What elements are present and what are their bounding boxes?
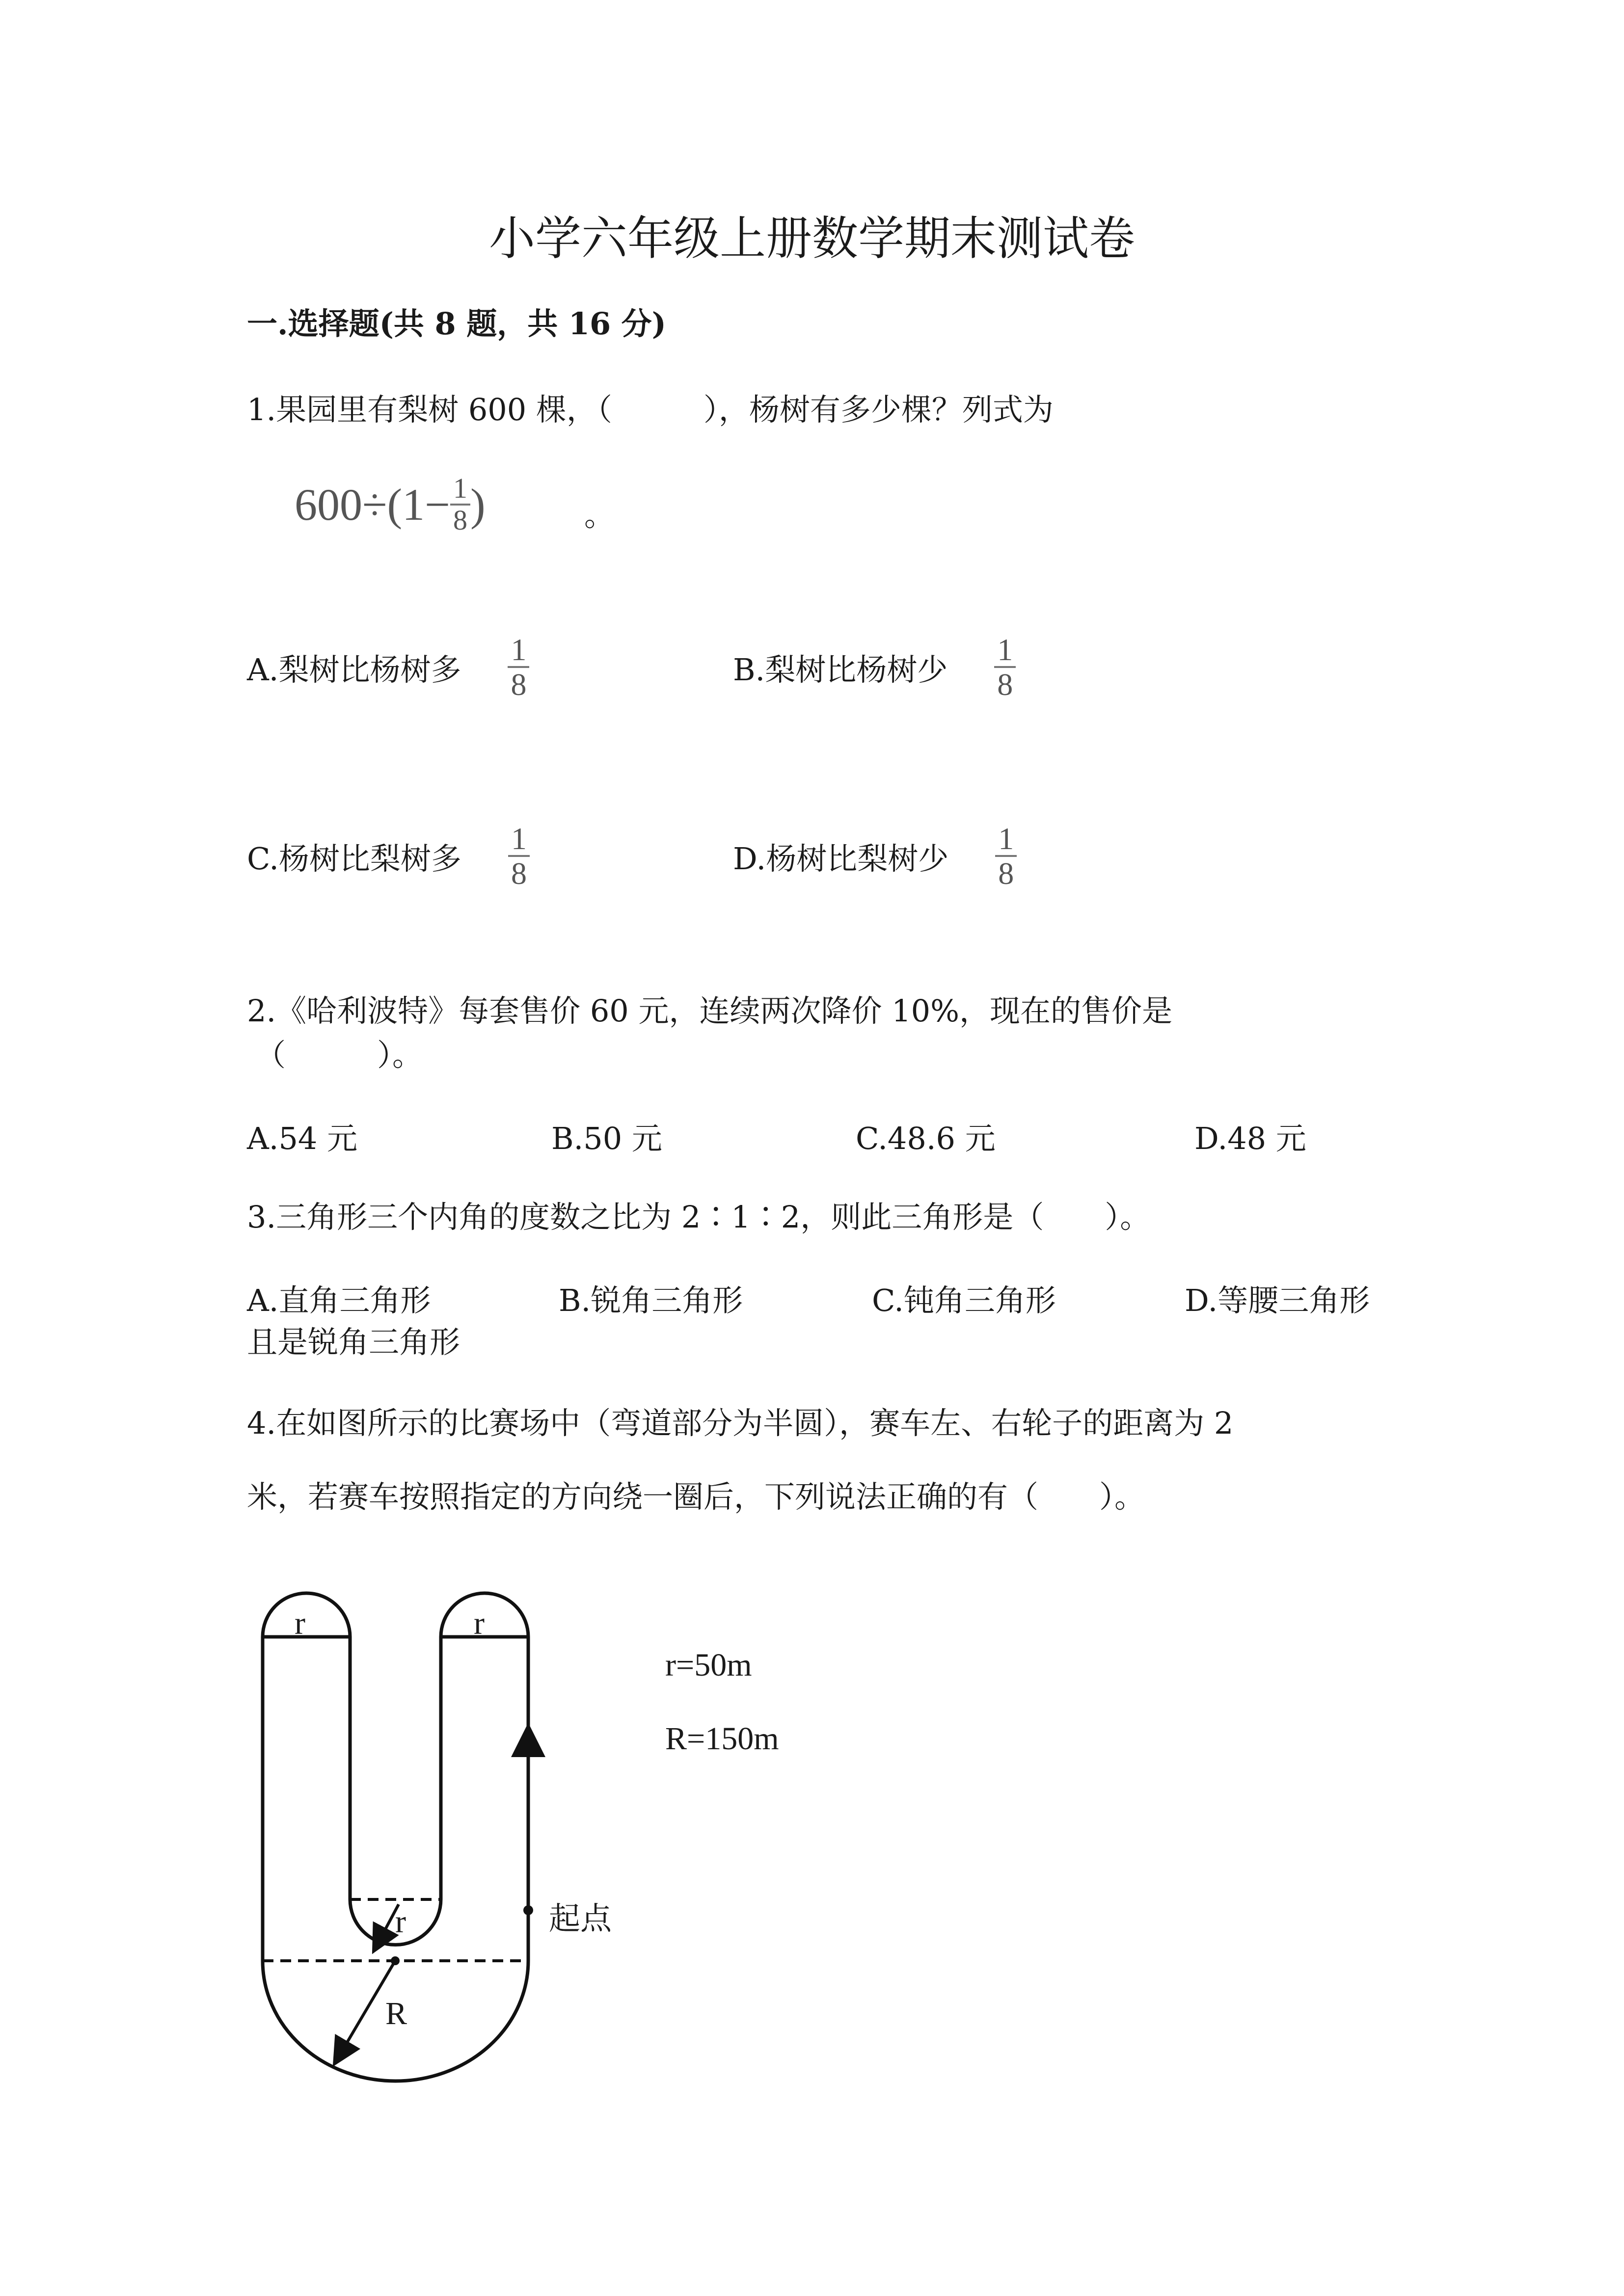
question-3-text: 3.三角形三个内角的度数之比为 2∶1∶2，则此三角形是（ ）。 (247, 1199, 1151, 1235)
question-1-text: 1.果园里有梨树 600 棵，（ ），杨树有多少棵？列式为 (247, 392, 1054, 427)
option-label: A.梨树比杨树多 (247, 651, 461, 688)
question-4-text-line1: 4.在如图所示的比赛场中（弯道部分为半圆），赛车左、右轮子的距离为 2 (247, 1405, 1234, 1441)
question-2-text: 2.《哈利波特》每套售价 60 元，连续两次降价 10%，现在的售价是 (247, 993, 1172, 1029)
fraction-denominator: 8 (998, 856, 1014, 891)
question-2-blank: （ ）。 (255, 1037, 423, 1073)
question-3-option-d-wrap: 且是锐角三角形 (247, 1324, 460, 1360)
question-3-option-d: D.等腰三角形 (1185, 1282, 1370, 1318)
fraction-numerator: 1 (995, 822, 1017, 857)
formula-tail: ) (470, 479, 486, 530)
left-cap-r-label: r (295, 1605, 305, 1641)
question-2-option-d: D.48 元 (1194, 1121, 1306, 1156)
option-label: C.杨树比梨树多 (247, 840, 461, 877)
formula-numerator: 1 (450, 474, 470, 506)
option-label: B.梨树比杨树少 (733, 651, 948, 688)
fraction-numerator: 1 (508, 822, 530, 857)
small-radius-value: r=50m (665, 1647, 752, 1683)
fraction-denominator: 8 (997, 667, 1013, 702)
left-top-cap (263, 1593, 350, 1637)
inner-r-label: r (395, 1904, 406, 1940)
formula-lead: 600÷(1− (295, 479, 451, 530)
right-top-cap (441, 1593, 528, 1637)
fraction-denominator: 8 (511, 856, 527, 891)
question-4-text-line2: 米，若赛车按照指定的方向绕一圈后，下列说法正确的有（ ）。 (247, 1479, 1145, 1515)
right-cap-r-label: r (474, 1605, 485, 1641)
fraction-numerator: 1 (994, 633, 1016, 668)
start-point-dot (523, 1905, 533, 1915)
question-3-option-c: C.钝角三角形 (872, 1282, 1056, 1318)
question-2-option-c: C.48.6 元 (856, 1121, 996, 1156)
question-2-option-b: B.50 元 (551, 1121, 662, 1156)
outer-R-label: R (385, 1996, 407, 2031)
section-heading: 一.选择题(共 8 题，共 16 分) (247, 306, 667, 342)
question-2-option-a: A.54 元 (247, 1121, 358, 1156)
page-title: 小学六年级上册数学期末测试卷 (488, 212, 1135, 266)
start-label: 起点 (549, 1901, 612, 1937)
big-radius-value: R=150m (665, 1721, 779, 1757)
question-3-option-a: A.直角三角形 (247, 1282, 431, 1318)
fraction-numerator: 1 (508, 633, 529, 668)
fraction-denominator: 8 (511, 667, 527, 702)
formula-period: 。 (584, 497, 615, 533)
formula-denominator: 8 (453, 504, 468, 536)
option-label: D.杨树比梨树少 (733, 840, 949, 877)
question-3-option-b: B.锐角三角形 (559, 1282, 743, 1318)
